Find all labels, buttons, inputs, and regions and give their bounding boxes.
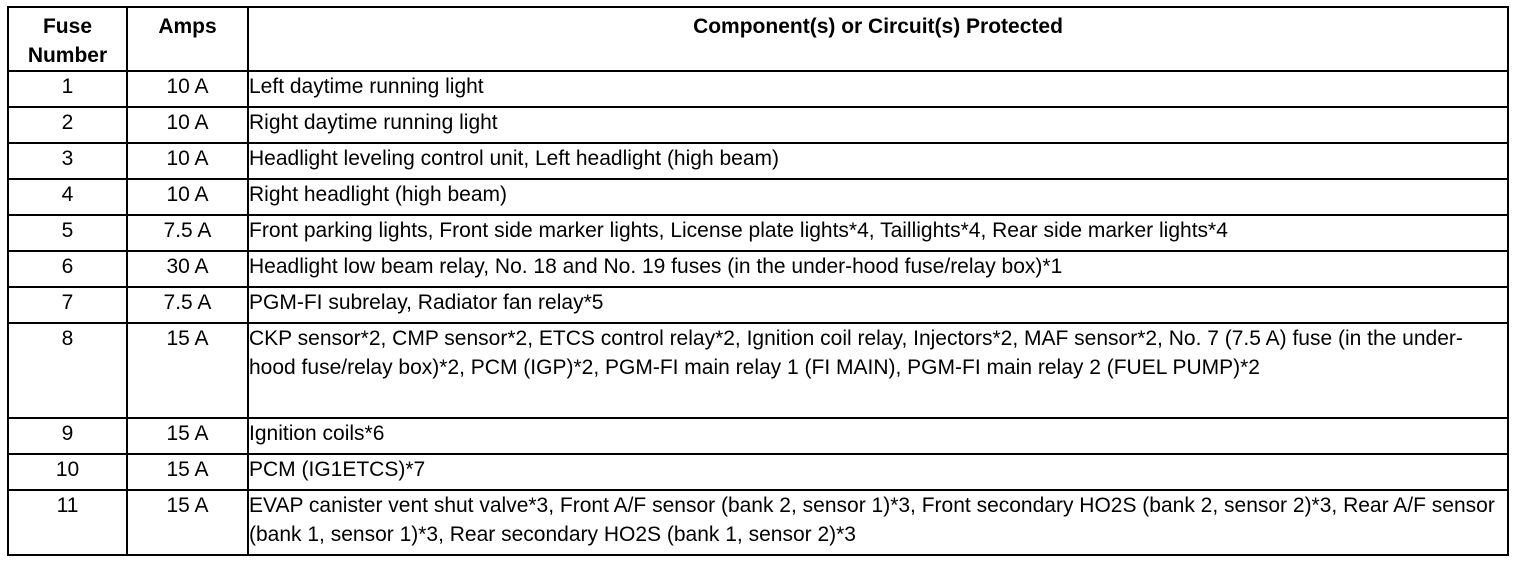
components-cell: CKP sensor*2, CMP sensor*2, ETCS control relay*2, Ignition coil relay, Injectors*2, MAF sensor*2, No. 7 (7.5 A) fuse (in the under-hood fuse/relay box)*2, PCM (IGP)*2, PGM-FI main relay 1 (FI MAIN), PGM-FI main relay 2 (FUEL PUMP)*2 bbox=[248, 323, 1508, 418]
amps-cell: 30 A bbox=[127, 251, 248, 287]
fuse-number-cell: 4 bbox=[8, 179, 127, 215]
amps-cell: 10 A bbox=[127, 71, 248, 107]
table-row bbox=[8, 71, 1508, 107]
fuse-number-cell: 6 bbox=[8, 251, 127, 287]
components-cell: PGM-FI subrelay, Radiator fan relay*5 bbox=[248, 287, 1508, 323]
table-row bbox=[8, 454, 1508, 490]
fuse-number-cell: 8 bbox=[8, 323, 127, 418]
amps-cell: 15 A bbox=[127, 418, 248, 454]
fuse-table bbox=[7, 6, 1509, 556]
amps-cell: 15 A bbox=[127, 454, 248, 490]
table-row bbox=[8, 107, 1508, 143]
header-fuse-number bbox=[8, 7, 127, 71]
table-row bbox=[8, 323, 1508, 418]
header-amps: Amps bbox=[127, 7, 248, 71]
components-cell: Headlight low beam relay, No. 18 and No. 19 fuses (in the under-hood fuse/relay box)*1 bbox=[248, 251, 1508, 287]
fuse-number-cell: 10 bbox=[8, 454, 127, 490]
table-row bbox=[8, 287, 1508, 323]
fuse-number-cell: 2 bbox=[8, 107, 127, 143]
header-row bbox=[8, 7, 1508, 71]
amps-cell: 10 A bbox=[127, 179, 248, 215]
fuse-number-cell: 1 bbox=[8, 71, 127, 107]
components-cell: Right headlight (high beam) bbox=[248, 179, 1508, 215]
table-row bbox=[8, 215, 1508, 251]
fuse-number-cell: 3 bbox=[8, 143, 127, 179]
table-row bbox=[8, 418, 1508, 454]
amps-cell: 10 A bbox=[127, 107, 248, 143]
components-cell: PCM (IG1ETCS)*7 bbox=[248, 454, 1508, 490]
table-row bbox=[8, 251, 1508, 287]
components-cell: Left daytime running light bbox=[248, 71, 1508, 107]
amps-cell: 7.5 A bbox=[127, 287, 248, 323]
header-components: Component(s) or Circuit(s) Protected bbox=[248, 7, 1508, 71]
table-row bbox=[8, 143, 1508, 179]
fuse-number-cell: 9 bbox=[8, 418, 127, 454]
amps-cell: 15 A bbox=[127, 323, 248, 418]
table-row bbox=[8, 490, 1508, 555]
header-fuse-number-line1: Fuse bbox=[42, 15, 92, 38]
fuse-number-cell: 7 bbox=[8, 287, 127, 323]
fuse-number-cell: 11 bbox=[8, 490, 127, 555]
header-fuse-number-line2: Number bbox=[27, 44, 108, 67]
amps-cell: 15 A bbox=[127, 490, 248, 555]
table-body bbox=[8, 71, 1508, 555]
components-cell: Right daytime running light bbox=[248, 107, 1508, 143]
table-row bbox=[8, 179, 1508, 215]
fuse-number-cell: 5 bbox=[8, 215, 127, 251]
amps-cell: 7.5 A bbox=[127, 215, 248, 251]
components-cell: Front parking lights, Front side marker lights, License plate lights*4, Taillights*4, Rear side marker lights*4 bbox=[248, 215, 1508, 251]
components-cell: Ignition coils*6 bbox=[248, 418, 1508, 454]
components-cell: Headlight leveling control unit, Left headlight (high beam) bbox=[248, 143, 1508, 179]
table-header bbox=[8, 7, 1508, 71]
components-cell: EVAP canister vent shut valve*3, Front A/F sensor (bank 2, sensor 1)*3, Front secondary HO2S (bank 2, sensor 2)*3, Rear A/F sensor (bank 1, sensor 1)*3, Rear secondary HO2S (bank 1, sensor 2)*3 bbox=[248, 490, 1508, 555]
amps-cell: 10 A bbox=[127, 143, 248, 179]
